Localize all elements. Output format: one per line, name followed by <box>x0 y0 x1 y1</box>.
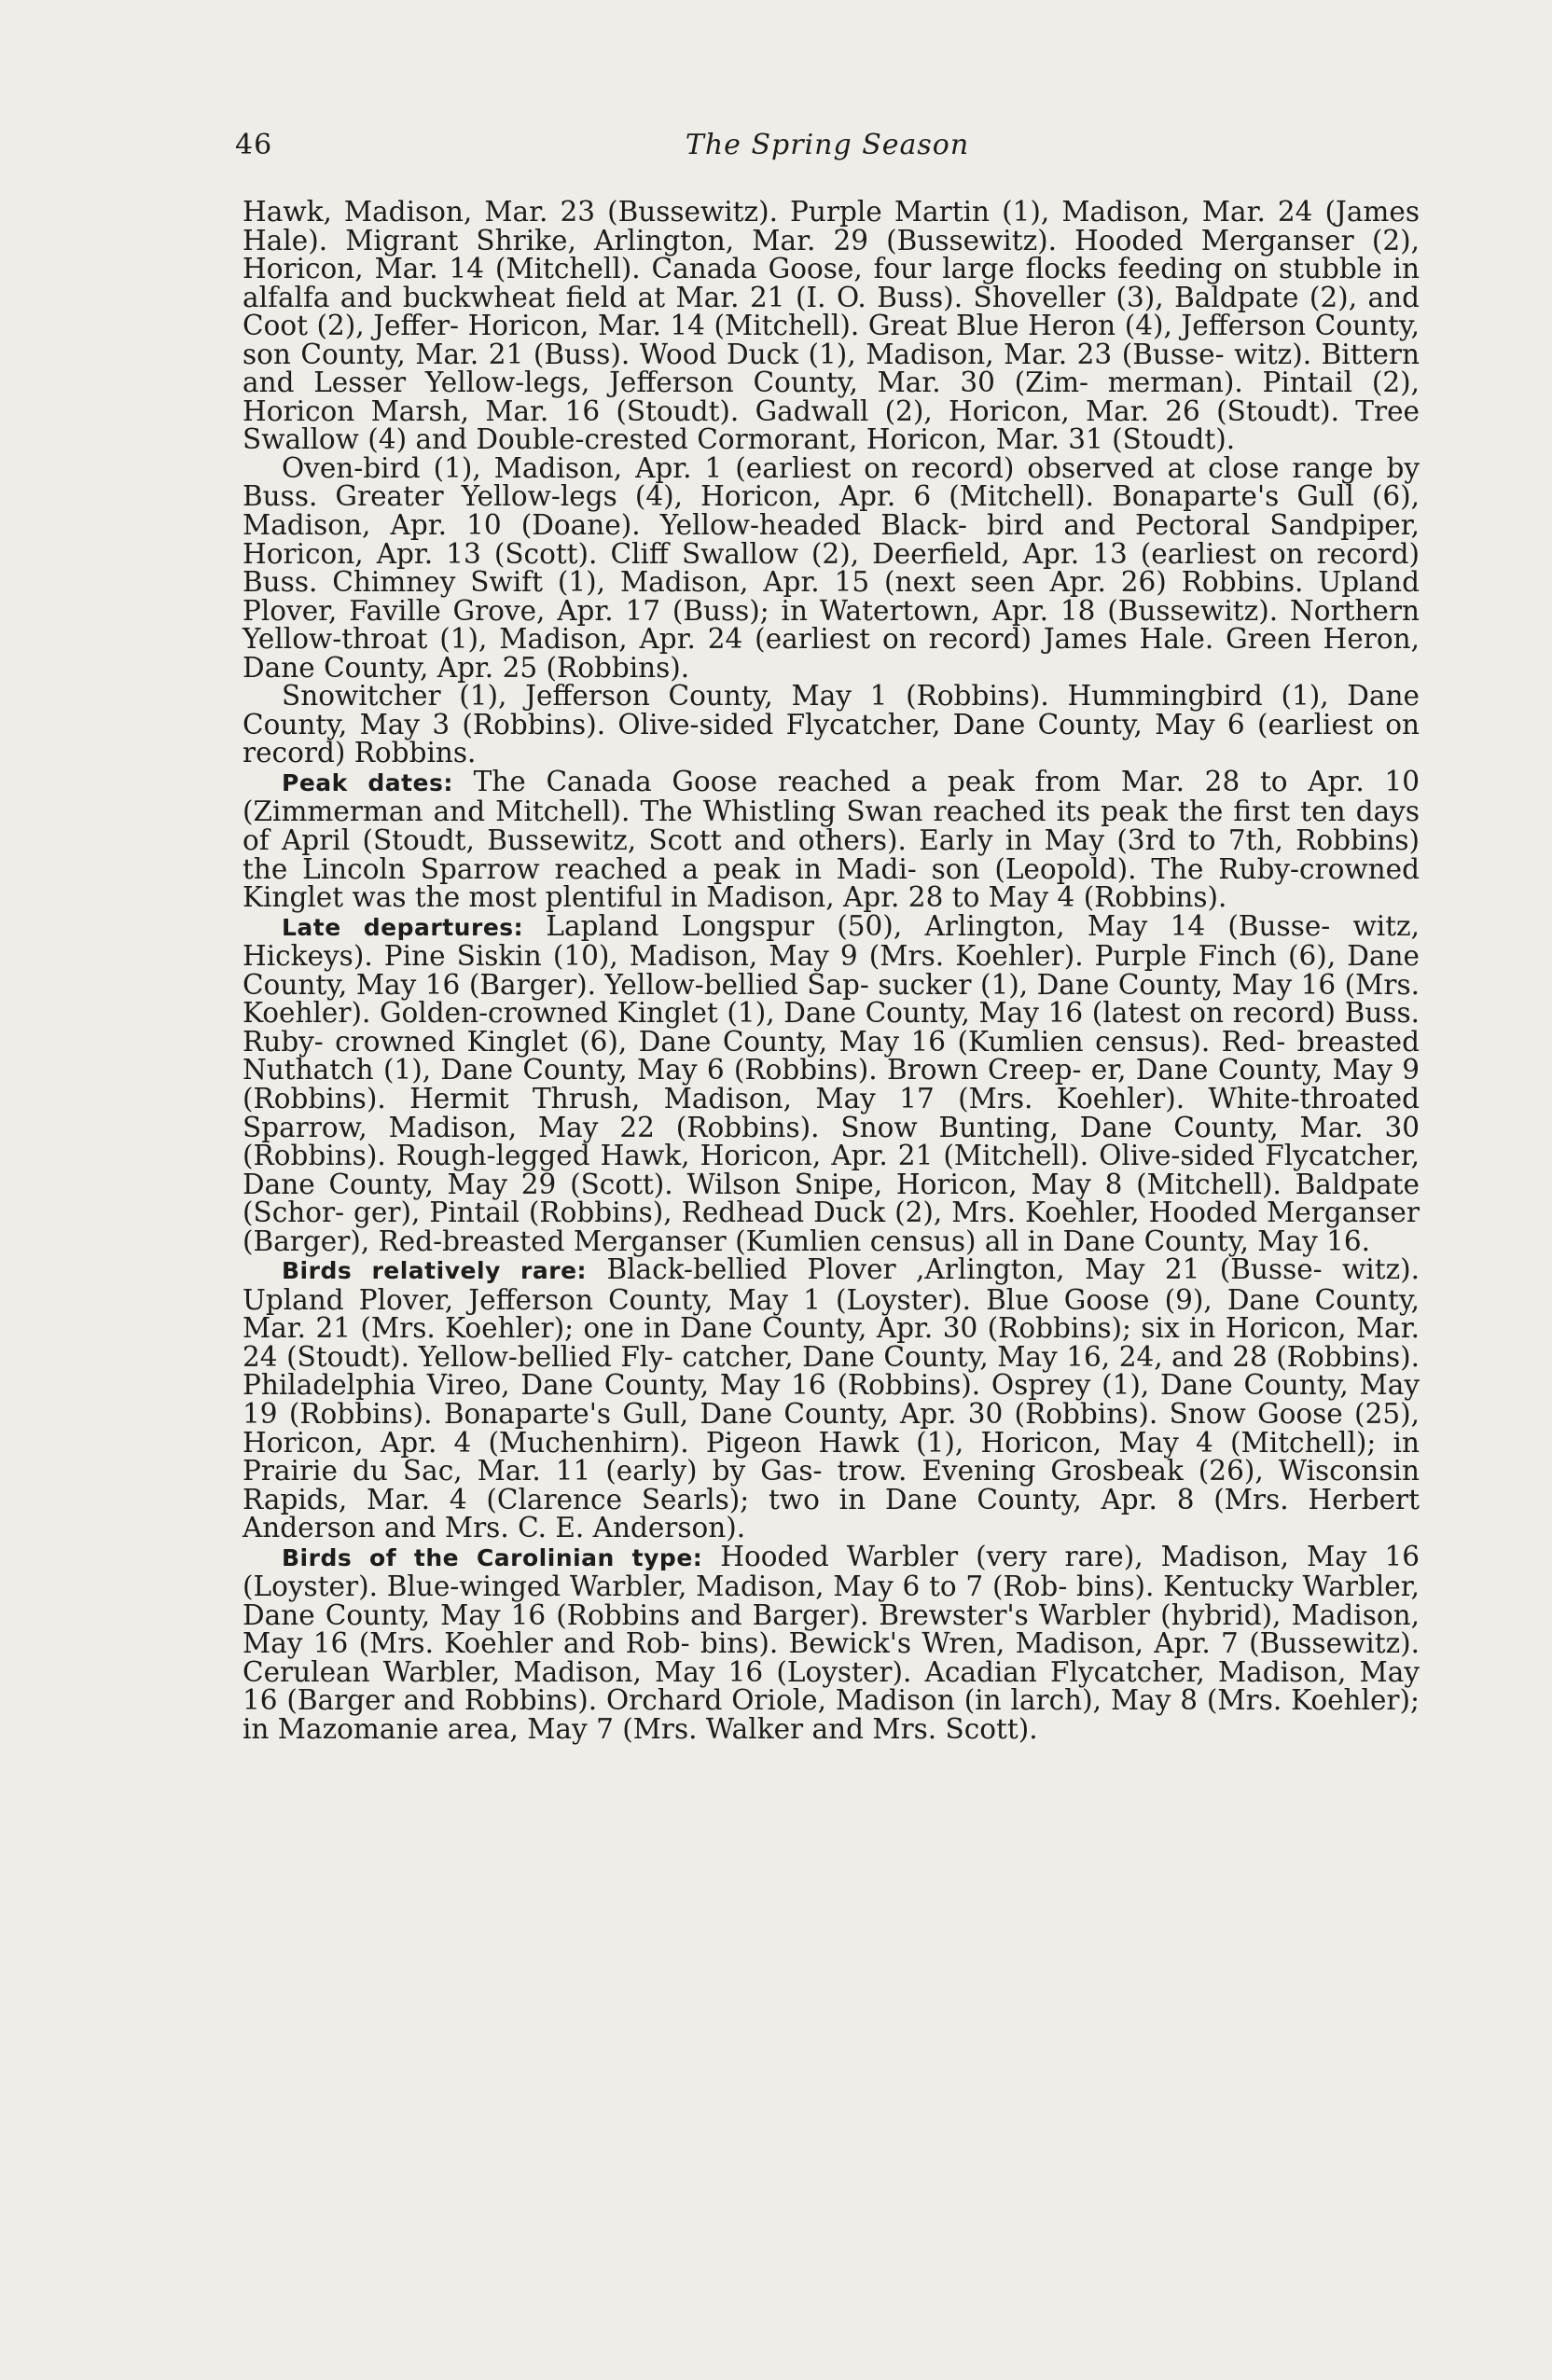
paragraph-text: Hooded Warbler (very rare), Madison, May 16 (Loyster). Blue-winged Warbler, Madison, May 6 to 7 (Rob- bins). Kentucky Warbler, Dane County, May 16 (Robbins and Barger). Brewster's Warbler (hybrid), Madison, May 16 (Mrs. Koehler and Rob- bins). Bewick's Wren, Madison, Apr. 7 (Bussewitz). Cerulean Warbler, Madison, May 16 (Loyster). Acadian Flycatcher, Madison, May 16 (Barger and Robbins). Orchard Oriole, Madison (in larch), May 8 (Mrs. Koehler); in Mazomanie area, May 7 (Mrs. Walker and Mrs. Scott). <box>242 1540 1420 1745</box>
paragraph-text: Lapland Longspur (50), Arlington, May 14 (Busse- witz, Hickeys). Pine Siskin (10), Madison, May 9 (Mrs. Koehler). Purple Finch (6), Dane County, May 16 (Barger). Yellow-bellied Sap- sucker (1), Dane County, May 16 (Mrs. Koehler). Golden-crowned Kinglet (1), Dane County, May 16 (latest on record) Buss. Ruby- crowned Kinglet (6), Dane County, May 16 (Kumlien census). Red- breasted Nuthatch (1), Dane County, May 6 (Robbins). Brown Creep- er, Dane County, May 9 (Robbins). Hermit Thrush, Madison, May 17 (Mrs. Koehler). White-throated Sparrow, Madison, May 22 (Robbins). Snow Bunting, Dane County, Mar. 30 (Robbins). Rough-legged Hawk, Horicon, Apr. 21 (Mitchell). Olive-sided Flycatcher, Dane County, May 29 (Scott). Wilson Snipe, Horicon, May 8 (Mitchell). Baldpate (Schor- ger), Pintail (Robbins), Redhead Duck (2), Mrs. Koehler, Hooded Merganser (Barger), Red-breasted Merganser (Kumlien census) all in Dane County, May 16. <box>242 909 1420 1257</box>
paragraph-birds-relatively-rare <box>242 1255 1420 1542</box>
paragraph-text: Hawk, Madison, Mar. 23 (Bussewitz). Purple Martin (1), Madison, Mar. 24 (James Hale). Migrant Shrike, Arlington, Mar. 29 (Bussewitz). Hooded Merganser (2), Horicon, Mar. 14 (Mitchell). Canada Goose, four large flocks feeding on stubble in alfalfa and buckwheat field at Mar. 21 (I. O. Buss). Shoveller (3), Baldpate (2), and Coot (2), Jeffer- Horicon, Mar. 14 (Mitchell). Great Blue Heron (4), Jefferson County, son County, Mar. 21 (Buss). Wood Duck (1), Madison, Mar. 23 (Busse- witz). Bittern and Lesser Yellow-legs, Jefferson County, Mar. 30 (Zim- merman). Pintail (2), Horicon Marsh, Mar. 16 (Stoudt). Gadwall (2), Horicon, Mar. 26 (Stoudt). Tree Swallow (4) and Double-crested Cormorant, Horicon, Mar. 31 (Stoudt). <box>242 196 1420 456</box>
paragraph-text: Oven-bird (1), Madison, Apr. 1 (earliest on record) observed at close range by Buss. Greater Yellow-legs (4), Horicon, Apr. 6 (Mitchell). Bonaparte's Gull (6), Madison, Apr. 10 (Doane). Yellow-headed Black- bird and Pectoral Sandpiper, Horicon, Apr. 13 (Scott). Cliff Swallow (2), Deerfield, Apr. 13 (earliest on record) Buss. Chimney Swift (1), Madison, Apr. 15 (next seen Apr. 26) Robbins. Upland Plover, Faville Grove, Apr. 17 (Buss); in Watertown, Apr. 18 (Bussewitz). Northern Yellow-throat (1), Madison, Apr. 24 (earliest on record) James Hale. Green Heron, Dane County, Apr. 25 (Robbins). <box>242 451 1420 684</box>
paragraph-march-records <box>242 198 1420 454</box>
paragraph-text: Snowitcher (1), Jefferson County, May 1 (Robbins). Hummingbird (1), Dane County, May 3 (Robbins). Olive-sided Flycatcher, Dane County, May 6 (earliest on record) Robbins. <box>242 680 1420 769</box>
paragraph-text: The Canada Goose reached a peak from Mar. 28 to Apr. 10 (Zimmerman and Mitchell). The Whistling Swan reached its peak the first ten days of April (Stoudt, Bussewitz, Scott and others). Early in May (3rd to 7th, Robbins) the Lincoln Sparrow reached a peak in Madi- son (Leopold). The Ruby-crowned Kinglet was the most plentiful in Madison, Apr. 28 to May 4 (Robbins). <box>242 765 1420 914</box>
paragraph-late-departures <box>242 909 1420 1257</box>
page-header <box>235 129 1420 175</box>
section-heading-late-departures: Late departures: <box>282 913 524 941</box>
section-heading-peak-dates: Peak dates: <box>282 768 453 796</box>
body-text <box>242 198 1420 1744</box>
section-heading-carolinian-type: Birds of the Carolinian type: <box>282 1543 703 1571</box>
paragraph-peak-dates <box>242 765 1420 914</box>
paragraph-text: Black-bellied Plover ,Arlington, May 21 (Busse- witz). Upland Plover, Jefferson County, May 1 (Loyster). Blue Goose (9), Dane County, Mar. 21 (Mrs. Koehler); one in Dane County, Apr. 30 (Robbins); six in Horicon, Mar. 24 (Stoudt). Yellow-bellied Fly- catcher, Dane County, May 16, 24, and 28 (Robbins). Philadelphia Vireo, Dane County, May 16 (Robbins). Osprey (1), Dane County, May 19 (Robbins). Bonaparte's Gull, Dane County, Apr. 30 (Robbins). Snow Goose (25), Horicon, Apr. 4 (Muchenhirn). Pigeon Hawk (1), Horicon, May 4 (Mitchell); in Prairie du Sac, Mar. 11 (early) by Gas- trow. Evening Grosbeak (26), Wisconsin Rapids, Mar. 4 (Clarence Searls); two in Dane County, Apr. 8 (Mrs. Herbert Anderson and Mrs. C. E. Anderson). <box>242 1253 1420 1544</box>
page-number: 46 <box>235 129 273 161</box>
running-title: The Spring Season <box>685 129 970 161</box>
paragraph-carolinian-type <box>242 1540 1420 1745</box>
paragraph-april-records <box>242 451 1420 684</box>
paragraph-may-records <box>242 682 1420 768</box>
section-heading-birds-relatively-rare: Birds relatively rare: <box>282 1257 588 1285</box>
